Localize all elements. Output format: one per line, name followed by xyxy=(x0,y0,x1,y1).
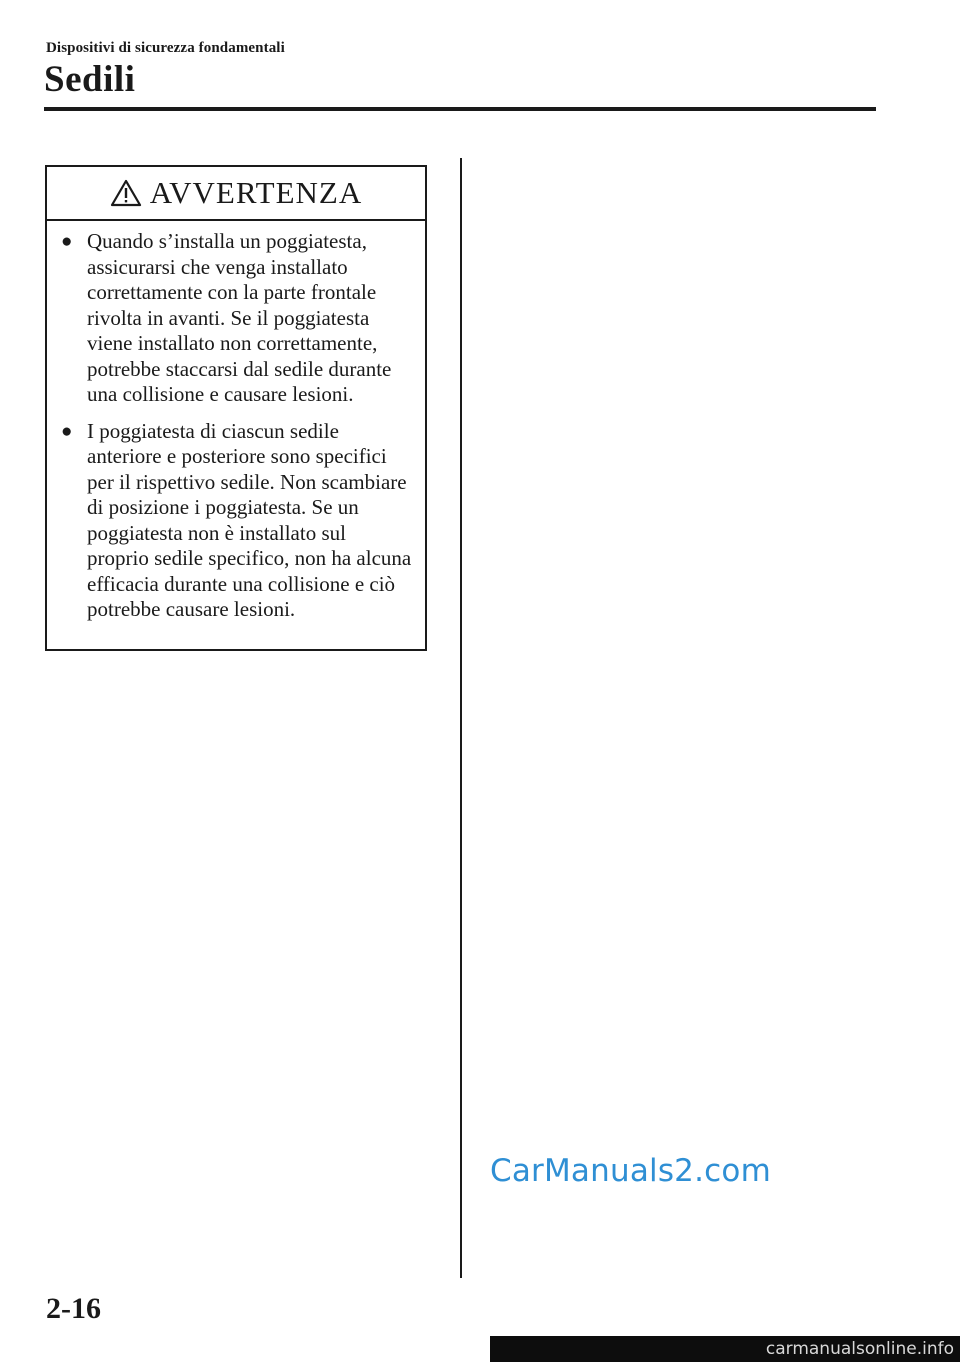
warning-triangle-icon xyxy=(110,179,142,207)
warning-item-text: Quando s’installa un poggiatesta, assicurarsi che venga installato correttamente con la parte frontale rivolta in avanti. Se il poggiatesta viene installato non correttamente, potrebbe staccarsi dal sedile durante una collisione e causare lesioni. xyxy=(87,229,392,406)
title-rule xyxy=(44,107,876,111)
warning-item-text: I poggiatesta di ciascun sedile anteriore e posteriore sono specifici per il rispettivo sedile. Non scambiare di posizione i poggiatesta. Se un poggiatesta non è installato sul proprio sedile specifico, non ha alcuna efficacia durante una collisione e ciò potrebbe causare lesioni. xyxy=(87,418,412,621)
warning-item xyxy=(47,419,413,623)
warning-box xyxy=(45,165,427,651)
bullet-icon: ● xyxy=(61,231,73,252)
watermark: CarManuals2.com xyxy=(490,1153,771,1189)
page-title: Sedili xyxy=(44,59,136,100)
page-number: 2-16 xyxy=(46,1292,101,1325)
section-label: Dispositivi di sicurezza fondamentali xyxy=(46,40,285,56)
warning-list xyxy=(47,221,425,623)
column-divider xyxy=(460,158,462,1278)
warning-title: AVVERTENZA xyxy=(149,175,363,210)
bullet-icon: ● xyxy=(61,420,73,442)
warning-item xyxy=(47,229,413,408)
warning-header xyxy=(47,167,425,221)
footer-site-label: carmanualsonline.info xyxy=(490,1336,960,1362)
